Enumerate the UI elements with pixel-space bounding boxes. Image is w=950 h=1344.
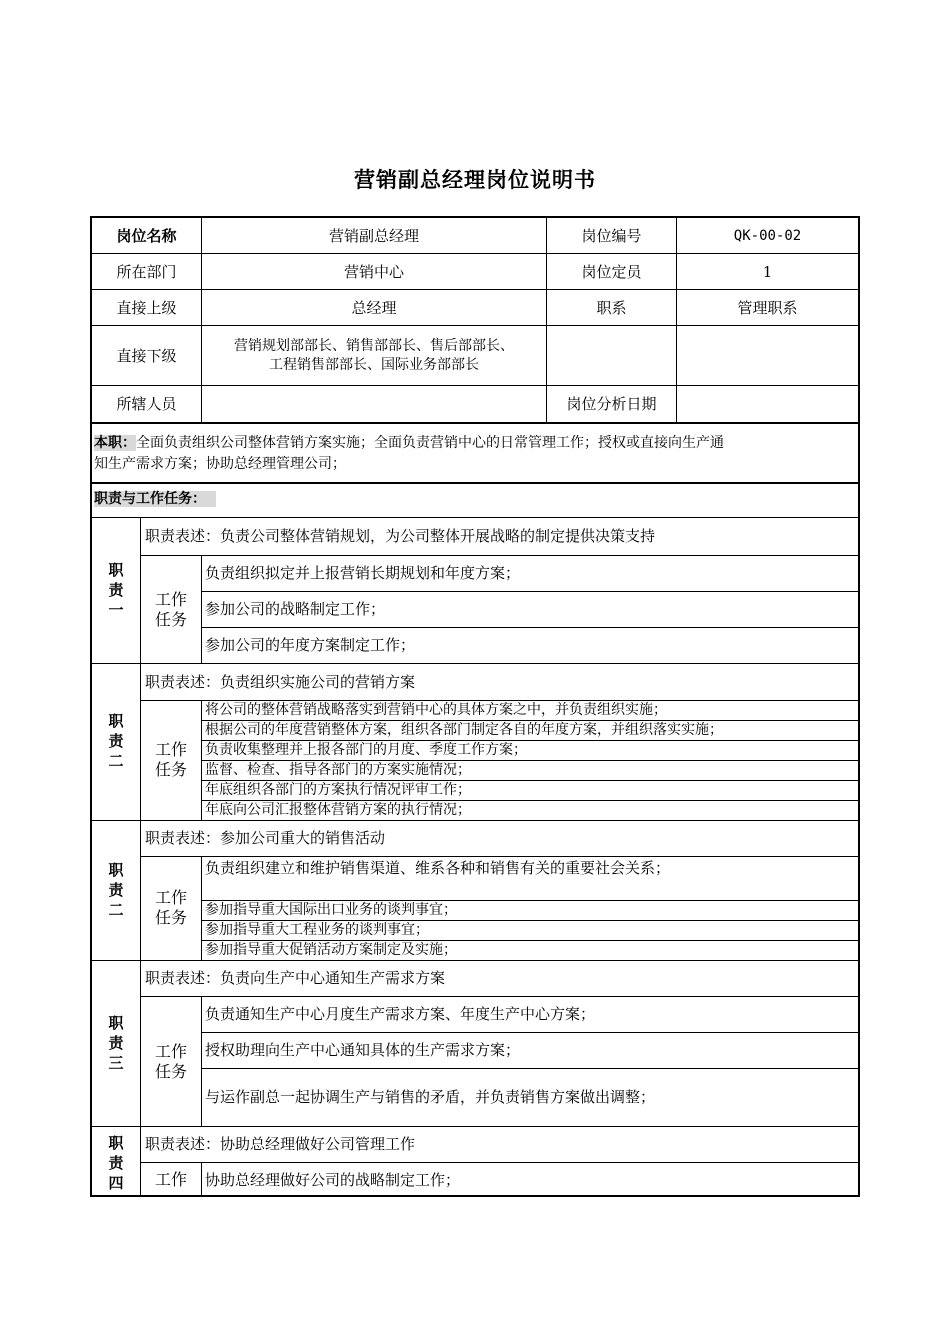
summary-label: 本职： (94, 435, 136, 451)
dept-value: 营销中心 (343, 262, 404, 281)
position-name-value: 营销副总经理 (328, 226, 419, 245)
duty-3-task-1: 负责组织建立和维护销售渠道、维系各种和销售有关的重要社会关系； (205, 859, 671, 877)
job-description-table (90, 216, 860, 1197)
duty-2-task-1: 将公司的整体营销战略落实到营销中心的具体方案之中，并负责组织实施； (205, 702, 667, 718)
duty-1-task-1: 负责组织拟定并上报营销长期规划和年度方案； (205, 564, 521, 582)
duty-1-task-3: 参加公司的年度方案制定工作； (205, 636, 416, 654)
duty-5-name: 职 责 四 (108, 1134, 124, 1192)
duty-3-work-label: 工作 任务 (154, 888, 187, 927)
duty-4-task-2: 授权助理向生产中心通知具体的生产需求方案； (205, 1041, 521, 1059)
staff-label: 所辖人员 (116, 395, 177, 413)
duty-3-task-4: 参加指导重大促销活动方案制定及实施； (205, 942, 457, 958)
position-no-label: 岗位编号 (581, 226, 642, 245)
duty-4-work-label: 工作 任务 (154, 1042, 187, 1081)
duty-2-task-4: 监督、检查、指导各部门的方案实施情况； (205, 762, 471, 778)
summary-line-1: 本职：全面负责组织公司整体营销方案实施；全面负责营销中心的日常管理工作；授权或直接向生产通 (94, 435, 724, 451)
series-value: 管理职系 (737, 298, 798, 317)
headcount-value: 1 (762, 262, 773, 281)
staff-value (202, 386, 546, 422)
position-name-label: 岗位名称 (116, 226, 177, 245)
subordinate-line-1: 营销规划部部长、销售部部长、售后部部长、 (234, 337, 514, 354)
position-no-value: QK-00-02 (733, 227, 802, 244)
duty-3-name: 职 责 二 (108, 861, 124, 919)
duty-4-desc: 职责表述：负责向生产中心通知生产需求方案 (145, 969, 446, 987)
dept-label: 所在部门 (116, 262, 177, 281)
duty-2-work-label: 工作 任务 (154, 740, 187, 779)
page-title: 营销副总经理岗位说明书 (354, 168, 596, 192)
duty-3-task-3: 参加指导重大工程业务的谈判事宜； (205, 922, 429, 938)
duty-5-task-1: 协助总经理做好公司的战略制定工作； (205, 1171, 461, 1189)
subordinate-value (202, 326, 546, 385)
analysis-date-label: 岗位分析日期 (566, 395, 657, 413)
analysis-date-value (677, 386, 858, 422)
duty-2-task-3: 负责收集整理并上报各部门的月度、季度工作方案； (205, 742, 527, 758)
duty-2-name: 职 责 二 (108, 712, 124, 770)
duty-4-task-3: 与运作副总一起协调生产与销售的矛盾，并负责销售方案做出调整； (205, 1088, 656, 1106)
series-label: 职系 (596, 298, 627, 317)
duties-heading: 职责与工作任务： (94, 490, 216, 509)
duty-3-task-2: 参加指导重大国际出口业务的谈判事宜； (205, 902, 457, 918)
duty-2-desc: 职责表述：负责组织实施公司的营销方案 (145, 673, 416, 691)
summary-line-2: 知生产需求方案；协助总经理管理公司； (94, 456, 346, 472)
duty-4-name: 职 责 三 (108, 1014, 124, 1072)
superior-label: 直接上级 (116, 298, 177, 317)
duty-1-name: 职 责 一 (108, 561, 124, 619)
duty-5-work-label: 工作 (154, 1170, 187, 1189)
subordinate-label: 直接下级 (116, 346, 177, 365)
subordinate-line-2: 工程销售部部长、国际业务部部长 (269, 356, 479, 373)
superior-value: 总经理 (351, 298, 397, 317)
duty-1-task-2: 参加公司的战略制定工作； (205, 600, 386, 618)
duty-3-desc: 职责表述：参加公司重大的销售活动 (145, 829, 386, 847)
duty-1-desc: 职责表述：负责公司整体营销规划，为公司整体开展战略的制定提供决策支持 (145, 527, 656, 545)
duty-1-work-label: 工作 任务 (154, 590, 187, 629)
duty-2-task-6: 年底向公司汇报整体营销方案的执行情况； (205, 802, 471, 818)
duty-2-task-5: 年底组织各部门的方案执行情况评审工作； (205, 782, 471, 798)
duty-5-desc: 职责表述：协助总经理做好公司管理工作 (145, 1135, 416, 1153)
duty-2-task-2: 根据公司的年度营销整体方案，组织各部门制定各自的年度方案，并组织落实实施； (205, 722, 723, 738)
duty-4-task-1: 负责通知生产中心月度生产需求方案、年度生产中心方案； (205, 1005, 596, 1023)
headcount-label: 岗位定员 (581, 262, 642, 281)
